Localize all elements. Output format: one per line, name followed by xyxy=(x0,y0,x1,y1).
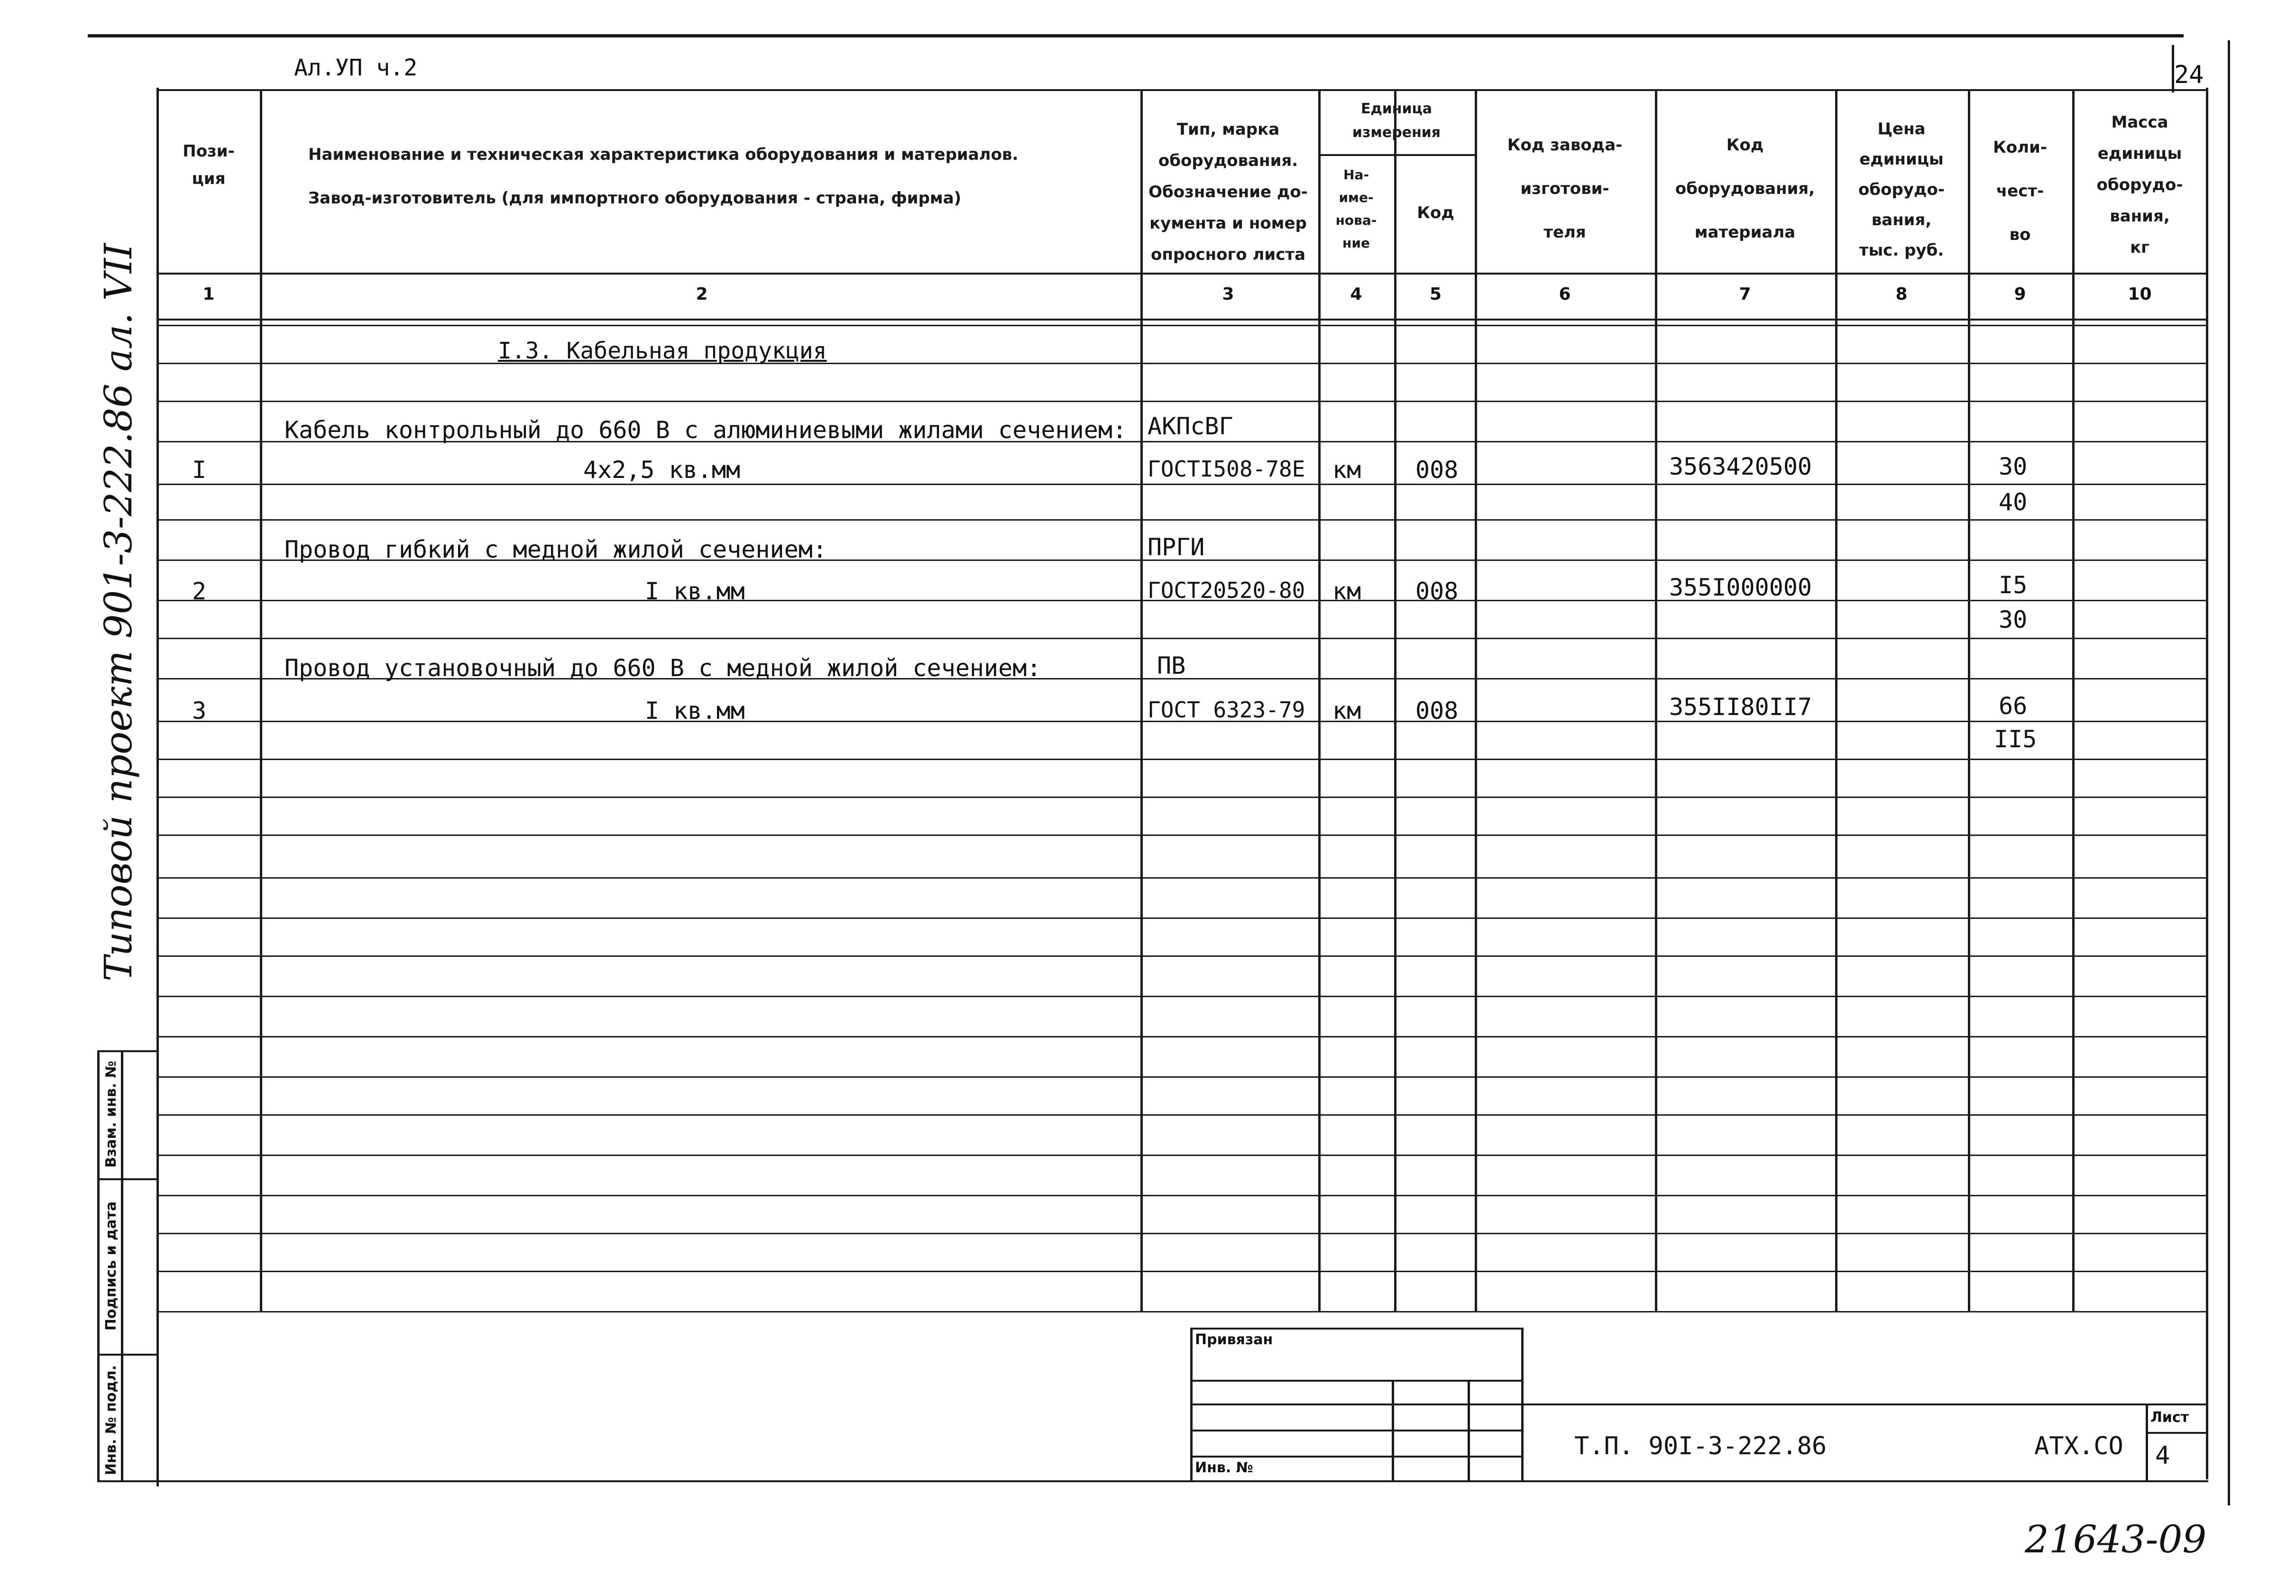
title-block-line xyxy=(1190,1328,1522,1330)
title-block-line xyxy=(1190,1403,1522,1405)
title-block-line xyxy=(1521,1328,1524,1482)
colnum-3: 3 xyxy=(1222,284,1234,304)
item-doc: ГОСТ 6323-79 xyxy=(1148,697,1305,723)
item-doc: ГОСТ20520-80 xyxy=(1148,578,1305,603)
table-row-line xyxy=(156,638,2208,639)
document-mark: АТХ.СО xyxy=(2034,1432,2123,1460)
stamp-number: 21643-09 xyxy=(2025,1517,2207,1561)
top-border xyxy=(88,34,2184,37)
item-unit-code: 008 xyxy=(1415,578,1459,605)
item-unit: км xyxy=(1332,697,1361,725)
frame-far-right xyxy=(2228,40,2230,1505)
item-position: 2 xyxy=(192,578,207,605)
title-block-line xyxy=(1190,1328,1193,1482)
item-group-name: Провод гибкий с медной жилой сечением: xyxy=(285,536,827,563)
item-quantity-total: II5 xyxy=(1994,725,2037,753)
table-column-line xyxy=(1318,89,1321,1312)
table-row-line xyxy=(156,835,2208,836)
table-row-line xyxy=(156,797,2208,798)
inventory-label: Инв. № подл. xyxy=(103,1365,119,1476)
table-column-line xyxy=(1394,89,1396,1312)
colnum-1: 1 xyxy=(202,284,215,304)
colnum-9: 9 xyxy=(2014,284,2026,304)
table-row-line xyxy=(156,759,2208,760)
table-column-line xyxy=(2072,89,2075,1312)
colnum-6: 6 xyxy=(1559,284,1571,304)
item-type: АКПсВГ xyxy=(1148,413,1233,440)
header-unit: Единица измерения xyxy=(1352,101,1441,141)
table-row-line xyxy=(156,1155,2208,1156)
left-strip-line xyxy=(97,1354,156,1356)
table-row-line xyxy=(156,1271,2208,1272)
page-number: 24 xyxy=(2174,61,2204,89)
header-unit-code: Код xyxy=(1417,203,1454,222)
item-group-name: Провод установочный до 660 В с медной жилой сечением: xyxy=(285,654,1041,682)
item-quantity-total: 40 xyxy=(1999,488,2028,516)
unit-split xyxy=(1318,154,1475,156)
table-row-line xyxy=(156,996,2208,997)
title-block-line xyxy=(1190,1456,1522,1458)
item-size: 4х2,5 кв.мм xyxy=(583,456,741,484)
title-block-line xyxy=(2146,1403,2148,1482)
table-row-line xyxy=(156,877,2208,879)
table-row-line xyxy=(156,1076,2208,1078)
table-column-line xyxy=(1835,89,1837,1312)
numbers-bottom xyxy=(156,319,2208,321)
colnum-5: 5 xyxy=(1429,284,1442,304)
attached-label: Привязан xyxy=(1195,1331,1273,1348)
header-price: Цена единицы оборудо- вания, тыс. руб. xyxy=(1858,119,1945,260)
item-quantity: 66 xyxy=(1999,692,2028,720)
table-row-line xyxy=(156,519,2208,521)
left-strip-line xyxy=(97,1050,100,1482)
header-mass: Масса единицы оборудо- вания, кг xyxy=(2096,113,2183,257)
title-block-line xyxy=(2146,1432,2207,1434)
title-block-line xyxy=(1392,1380,1394,1482)
title-block-line xyxy=(1190,1430,1522,1431)
colnum-7: 7 xyxy=(1739,284,1751,304)
colnum-2: 2 xyxy=(696,284,708,304)
item-size: I кв.мм xyxy=(645,578,745,605)
section-title: I.3. Кабельная продукция xyxy=(498,338,827,364)
table-row-line xyxy=(156,955,2208,957)
sheet-number: 4 xyxy=(2155,1441,2170,1470)
inv-number-label: Инв. № xyxy=(1195,1459,1253,1476)
replacement-inventory-label: Взам. инв. № xyxy=(103,1061,119,1168)
item-unit-code: 008 xyxy=(1415,456,1459,484)
item-type: ПВ xyxy=(1157,652,1186,679)
sheet-label: Лист xyxy=(2150,1409,2189,1426)
table-column-line xyxy=(1140,89,1143,1312)
item-material-code: 355II80II7 xyxy=(1669,693,1812,721)
colnum-8: 8 xyxy=(1895,284,1908,304)
item-doc: ГОСТI508-78Е xyxy=(1148,456,1305,482)
title-block-line xyxy=(1468,1380,1470,1482)
header-position: Пози- ция xyxy=(183,142,235,188)
header-quantity: Коли- чест- во xyxy=(1993,138,2047,244)
title-block-bottom xyxy=(156,1480,2208,1482)
item-group-name: Кабель контрольный до 660 В с алюминиевыми жилами сечением: xyxy=(285,416,1127,444)
colnum-4: 4 xyxy=(1350,284,1362,304)
frame-right-top xyxy=(2172,45,2174,92)
header-name: Наименование и техническая характеристика оборудования и материалов. Завод-изготовитель (для импортного оборудования - страна, фирма) xyxy=(308,145,1019,208)
table-row-line xyxy=(156,1036,2208,1037)
table-row-line xyxy=(156,1311,2208,1312)
table-row-line xyxy=(156,1195,2208,1196)
item-position: 3 xyxy=(192,697,207,725)
table-row-line xyxy=(156,401,2208,402)
side-title: Типовой проект 901-3-222.86 ал. VII xyxy=(96,243,140,981)
item-quantity: 30 xyxy=(1999,453,2028,480)
header-plant-code: Код завода- изготови- теля xyxy=(1507,136,1623,242)
table-top xyxy=(156,89,2208,91)
header-type: Тип, марка оборудования. Обозначение до- кумента и номер опросного листа xyxy=(1148,120,1308,264)
table-row-line xyxy=(156,484,2208,485)
colnum-10: 10 xyxy=(2128,284,2152,304)
header-material-code: Код оборудования, материала xyxy=(1675,136,1815,242)
title-block-line xyxy=(1522,1403,2207,1405)
item-material-code: 3563420500 xyxy=(1669,453,1812,480)
table-row-line xyxy=(156,917,2208,919)
item-unit: км xyxy=(1332,456,1361,484)
header-bottom xyxy=(156,273,2208,275)
item-quantity-total: 30 xyxy=(1999,606,2028,633)
table-column-line xyxy=(1655,89,1657,1312)
table-column-line xyxy=(1968,89,1970,1312)
item-material-code: 355I000000 xyxy=(1669,574,1812,601)
table-column-line xyxy=(260,89,262,1312)
document-code: Т.П. 90I-3-222.86 xyxy=(1574,1432,1827,1460)
left-strip-line xyxy=(121,1050,123,1482)
item-quantity: I5 xyxy=(1999,571,2028,599)
table-row-line xyxy=(156,363,2208,364)
table-column-line xyxy=(1475,89,1477,1312)
table-row-line xyxy=(156,325,2208,326)
title-block-line xyxy=(1190,1380,1522,1382)
album-label: Ал.УП ч.2 xyxy=(294,55,418,81)
item-unit-code: 008 xyxy=(1415,697,1459,725)
header-unit-name: На- име- нова- ние xyxy=(1335,167,1377,251)
item-type: ПРГИ xyxy=(1148,533,1205,561)
item-position: I xyxy=(192,456,207,484)
signature-date-label: Подпись и дата xyxy=(103,1201,119,1331)
item-unit: км xyxy=(1332,578,1361,605)
item-size: I кв.мм xyxy=(645,697,745,725)
table-row-line xyxy=(156,1114,2208,1116)
table-row-line xyxy=(156,1233,2208,1234)
